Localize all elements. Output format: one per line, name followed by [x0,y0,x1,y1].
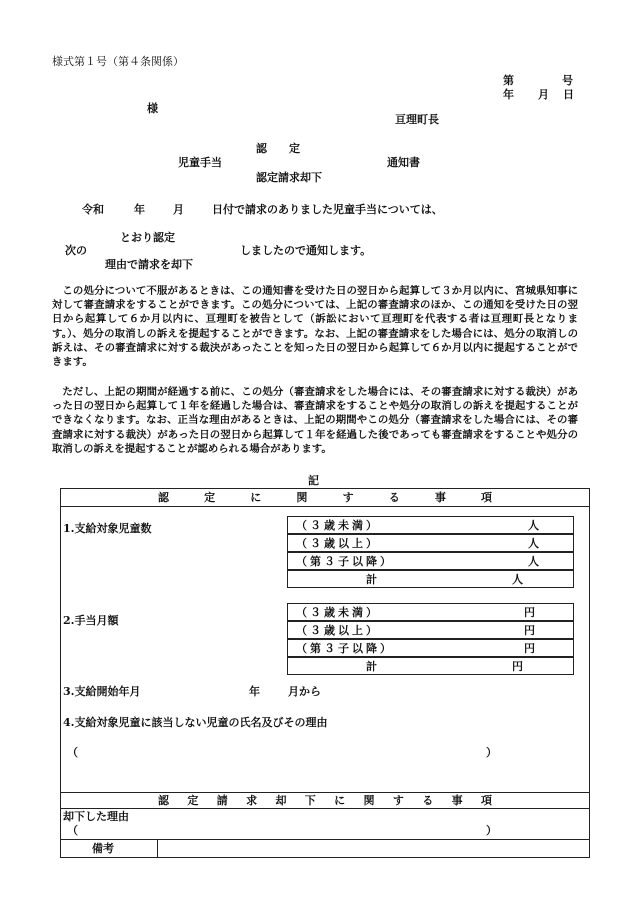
header-char: 却 [275,794,287,807]
monthly-amount-over3-row: （３歳以上） 円 [287,621,574,639]
child-count-total-row: 計 人 [287,570,574,588]
header-char: 項 [480,794,492,807]
intro-option2: 理由で請求を却下 [105,258,193,271]
child-count-over3-row: （３歳以上） 人 [287,534,574,552]
intro-era: 令和 [82,203,104,216]
number-label: 第 [503,74,514,87]
item4-close-paren: ） [486,746,497,759]
date-year: 年 [503,88,514,101]
divider [60,792,590,793]
item1-label: 1.支給対象児童数 [63,522,152,535]
header-char: 認 [158,794,169,807]
header-char: 関 [363,794,375,807]
header-char: 定 [187,794,199,807]
header-char: 認 [158,491,169,504]
divider [157,839,158,858]
intro-text: 日付で請求のありました児童手当については、 [212,203,443,216]
issuer: 亘理町長 [395,113,439,126]
item4-label: 4.支給対象児童に該当しない児童の氏名及びその理由 [63,716,328,729]
divider [60,839,590,840]
intro-option1: とおり認定 [120,231,175,244]
header-char: 請 [216,794,228,807]
intro-year: 年 [134,203,145,216]
notice-paragraph-1: この処分について不服があるときは、この通知書を受けた日の翌日から起算して３か月以内に、宮城県知事に対して審査請求をすることができます。この処分については、上記の審査請求のほか、この通知を受けた日の翌日から起算して６か月以内に、亘理町を被告として（訴訟において亘理町を代表する者は亘理町長となります。）、処分の取消しの訴えを提起することができます。なお、上記の審査請求をした場合には、処分の取消しの訴えは、その審査請求に対する裁決があったことを知った日の翌日から起算して６か月以内に提起することができます。 [52,285,579,369]
intro-next: 次の [65,244,87,257]
item3-year: 年 [249,685,260,698]
number-suffix: 号 [562,74,573,87]
reject-section-header [158,794,492,807]
header-char: 定 [204,491,216,504]
item3-month-from: 月から [288,685,321,698]
monthly-amount-under3-row: （３歳未満） 円 [287,603,574,621]
header-char: 事 [434,491,446,504]
reject-reason-label: 却下した理由 [63,810,129,823]
reject-open-paren: （ [67,824,78,837]
date-day: 日 [563,88,574,101]
header-char: る [388,491,400,504]
monthly-amount-total-row: 計 円 [287,657,574,675]
date-month: 月 [538,88,549,101]
header-char: す [392,794,404,807]
header-char: 事 [451,794,463,807]
header-char: に [334,794,346,807]
header-char: す [342,491,354,504]
remarks-label: 備考 [92,842,114,855]
header-char: る [422,794,434,807]
title-right: 通知書 [387,156,420,169]
header-char: に [250,491,262,504]
intro-ending: しましたので通知します。 [240,244,372,257]
child-count-under3-row: （３歳未満） 人 [287,516,574,534]
addressee-suffix: 様 [147,102,158,115]
title-line2: 認定請求却下 [256,171,322,184]
item4-open-paren: （ [67,746,78,759]
notice-paragraph-2: ただし、上記の期間が経過する前に、この処分（審査請求をした場合には、その審査請求に対する裁決）があった日の翌日から起算して１年を経過した場合は、審査請求をすることや処分の取消しの訴えを提起することができなくなります。なお、正当な理由があるときは、上記の期間やこの処分（審査請求をした場合には、その審査請求に対する裁決）があった日の翌日から起算して１年を経過した後であっても審査請求をすることや処分の取消しの訴えを提起することが認められる場合があります。 [52,386,578,455]
divider [60,808,590,809]
title-line1: 認 定 [256,142,300,155]
header-char: 求 [246,794,258,807]
item3-label: 3.支給開始年月 [63,685,141,698]
title-left: 児童手当 [178,156,222,169]
intro-month: 月 [173,203,184,216]
item2-label: 2.手当月額 [63,614,119,627]
child-count-third-row: （第３子以降） 人 [287,552,574,570]
reject-close-paren: ） [486,824,497,837]
approval-section-header [158,491,492,504]
header-char: 関 [296,491,308,504]
monthly-amount-third-row: （第３子以降） 円 [287,639,574,657]
header-char: 下 [304,794,316,807]
form-label: 様式第１号（第４条関係） [52,55,184,68]
header-char: 項 [480,491,492,504]
divider [60,506,590,507]
ki-label: 記 [308,474,319,487]
